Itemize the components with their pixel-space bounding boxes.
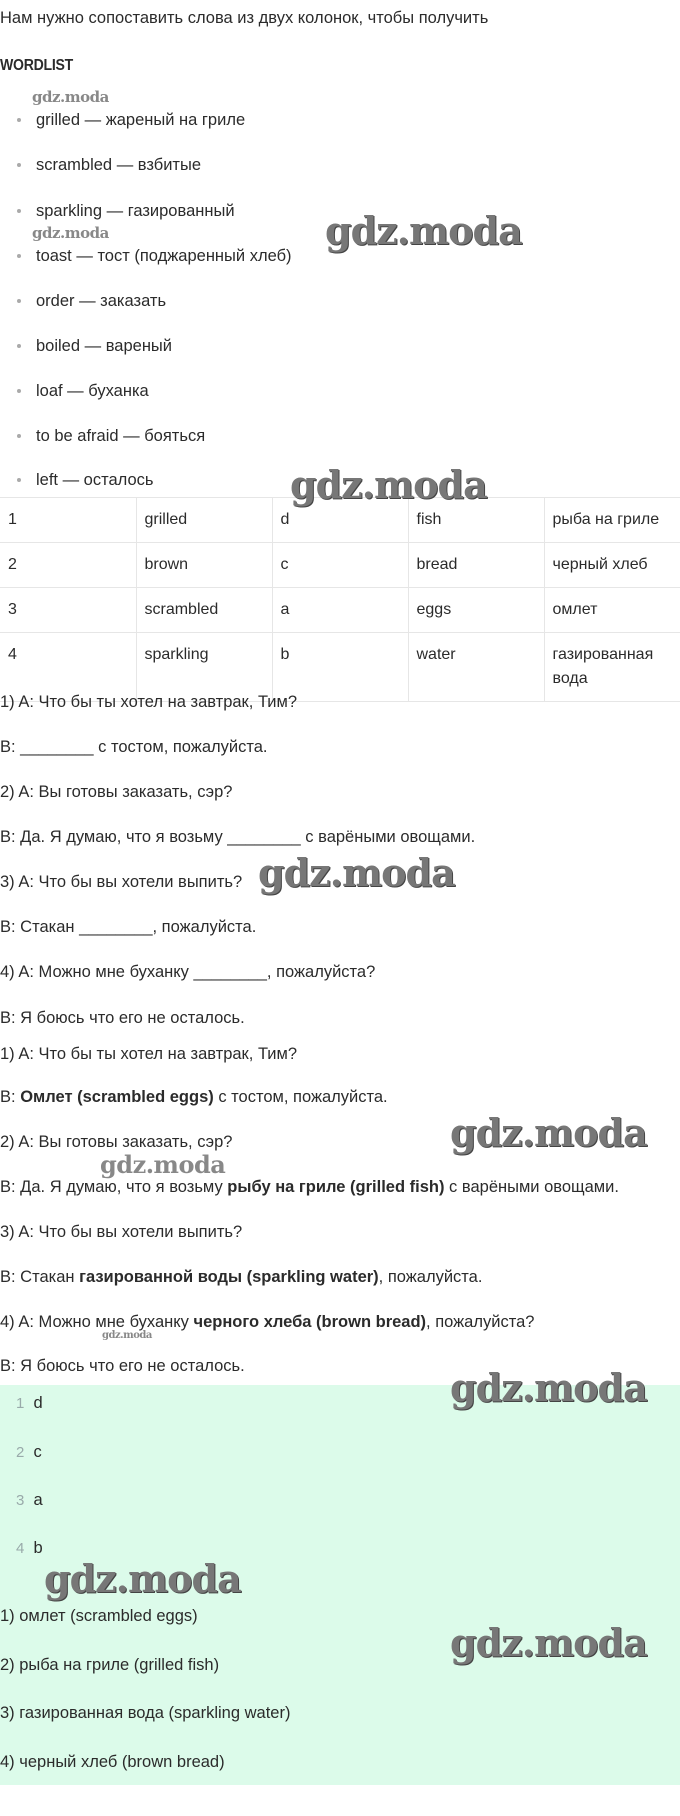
bullet-icon [17, 254, 21, 258]
table-cell: c [272, 543, 408, 588]
table-cell: water [408, 633, 544, 702]
dialog-line: 1) A: Что бы ты хотел на завтрак, Тим? [0, 693, 298, 711]
list-item-text: sparkling — газированный [36, 202, 235, 220]
table-cell: 1 [0, 498, 136, 543]
answer-bold: Омлет (scrambled eggs) [20, 1088, 214, 1106]
bullet-icon [17, 209, 21, 213]
answer-number: 3 [16, 1492, 25, 1509]
wordlist-heading: WORDLIST [0, 57, 73, 74]
watermark: gdz.moda [100, 1150, 226, 1179]
table-cell: grilled [136, 498, 272, 543]
answer-value: a [33, 1491, 43, 1509]
table-cell: 2 [0, 543, 136, 588]
watermark: gdz.moda [44, 1556, 241, 1601]
answer-item [16, 1538, 43, 1559]
text: , пожалуйста? [426, 1313, 535, 1331]
bullet-icon [17, 389, 21, 393]
table-cell: eggs [408, 588, 544, 633]
answer-bold: черного хлеба (brown bread) [193, 1313, 427, 1331]
watermark: gdz.moda [450, 1365, 647, 1410]
matching-table [0, 497, 680, 702]
dialog-line: 2) A: Вы готовы заказать, сэр? [0, 783, 233, 801]
dialog-line: B: Я боюсь что его не осталось. [0, 1357, 245, 1375]
table-cell: a [272, 588, 408, 633]
bullet-icon [17, 434, 21, 438]
watermark: gdz.moda [325, 208, 522, 253]
answer-number: 1 [16, 1395, 25, 1412]
answer-line: 2) рыба на гриле (grilled fish) [0, 1656, 220, 1674]
answer-value: b [33, 1539, 43, 1557]
list-item-text: order — заказать [36, 292, 167, 310]
watermark: gdz.moda [32, 224, 109, 242]
dialog-line: B: Я боюсь что его не осталось. [0, 1009, 245, 1027]
table-row [0, 588, 680, 633]
dialog-line: 4) A: Можно мне буханку ________, пожалуйста? [0, 963, 376, 981]
bullet-icon [17, 163, 21, 167]
answer-bold: рыбу на гриле (grilled fish) [227, 1178, 445, 1196]
text: B: [0, 1088, 21, 1106]
text: с варёными овощами. [444, 1178, 619, 1196]
table-cell: scrambled [136, 588, 272, 633]
watermark: gdz.moda [32, 88, 109, 106]
table-cell: sparkling [136, 633, 272, 702]
bullet-icon [17, 299, 21, 303]
text: B: Стакан [0, 1268, 80, 1286]
bullet-icon [17, 118, 21, 122]
watermark: gdz.moda [450, 1110, 647, 1155]
text: с тостом, пожалуйста. [213, 1088, 388, 1106]
answer-bold: газированной воды (sparkling water) [79, 1268, 379, 1286]
text: B: Да. Я думаю, что я возьму [0, 1178, 228, 1196]
table-cell: bread [408, 543, 544, 588]
answer-item [16, 1393, 43, 1414]
bullet-icon [17, 478, 21, 482]
intro-text: Нам нужно сопоставить слова из двух колонок, чтобы получить [0, 9, 489, 27]
table-cell: газированная вода [544, 633, 680, 702]
text: 4) A: Можно мне буханку [0, 1313, 194, 1331]
dialog-line [0, 1312, 534, 1332]
table-cell: b [272, 633, 408, 702]
table-cell: рыба на гриле [544, 498, 680, 543]
dialog-line [0, 1177, 619, 1197]
dialog-line: B: Да. Я думаю, что я возьму ________ с варёными овощами. [0, 828, 476, 846]
list-item-text: left — осталось [36, 471, 154, 489]
list-item-text: boiled — вареный [36, 337, 173, 355]
text: , пожалуйста. [378, 1268, 483, 1286]
dialog-line: 3) A: Что бы вы хотели выпить? [0, 873, 243, 891]
table-cell: черный хлеб [544, 543, 680, 588]
list-item-text: scrambled — взбитые [36, 156, 201, 174]
dialog-line: 2) A: Вы готовы заказать, сэр? [0, 1133, 233, 1151]
dialog-line: B: ________ с тостом, пожалуйста. [0, 738, 268, 756]
answer-item [16, 1490, 43, 1511]
answer-value: c [33, 1443, 42, 1461]
table-cell: fish [408, 498, 544, 543]
table-cell: brown [136, 543, 272, 588]
answer-line: 1) омлет (scrambled eggs) [0, 1607, 198, 1625]
dialog-line: 1) A: Что бы ты хотел на завтрак, Тим? [0, 1045, 298, 1063]
dialog-line: 3) A: Что бы вы хотели выпить? [0, 1223, 243, 1241]
table-cell: 4 [0, 633, 136, 702]
list-item-text: loaf — буханка [36, 382, 149, 400]
answer-number: 2 [16, 1444, 25, 1461]
watermark: gdz.moda [258, 850, 455, 895]
answer-value: d [33, 1394, 43, 1412]
dialog-line: B: Стакан ________, пожалуйста. [0, 918, 257, 936]
table-cell: d [272, 498, 408, 543]
list-item-text: grilled — жареный на гриле [36, 111, 246, 129]
dialog-line [0, 1267, 482, 1287]
watermark: gdz.moda [102, 1330, 152, 1341]
bullet-icon [17, 344, 21, 348]
answer-line: 3) газированная вода (sparkling water) [0, 1704, 291, 1722]
dialog-line [0, 1087, 388, 1107]
table-cell: омлет [544, 588, 680, 633]
list-item-text: to be afraid — бояться [36, 427, 206, 445]
watermark: gdz.moda [450, 1620, 647, 1665]
list-item-text: toast — тост (поджаренный хлеб) [36, 247, 292, 265]
answer-item [16, 1442, 42, 1463]
answer-line: 4) черный хлеб (brown bread) [0, 1753, 225, 1771]
table-cell: 3 [0, 588, 136, 633]
table-row [0, 543, 680, 588]
watermark: gdz.moda [290, 462, 487, 507]
answer-number: 4 [16, 1540, 25, 1557]
